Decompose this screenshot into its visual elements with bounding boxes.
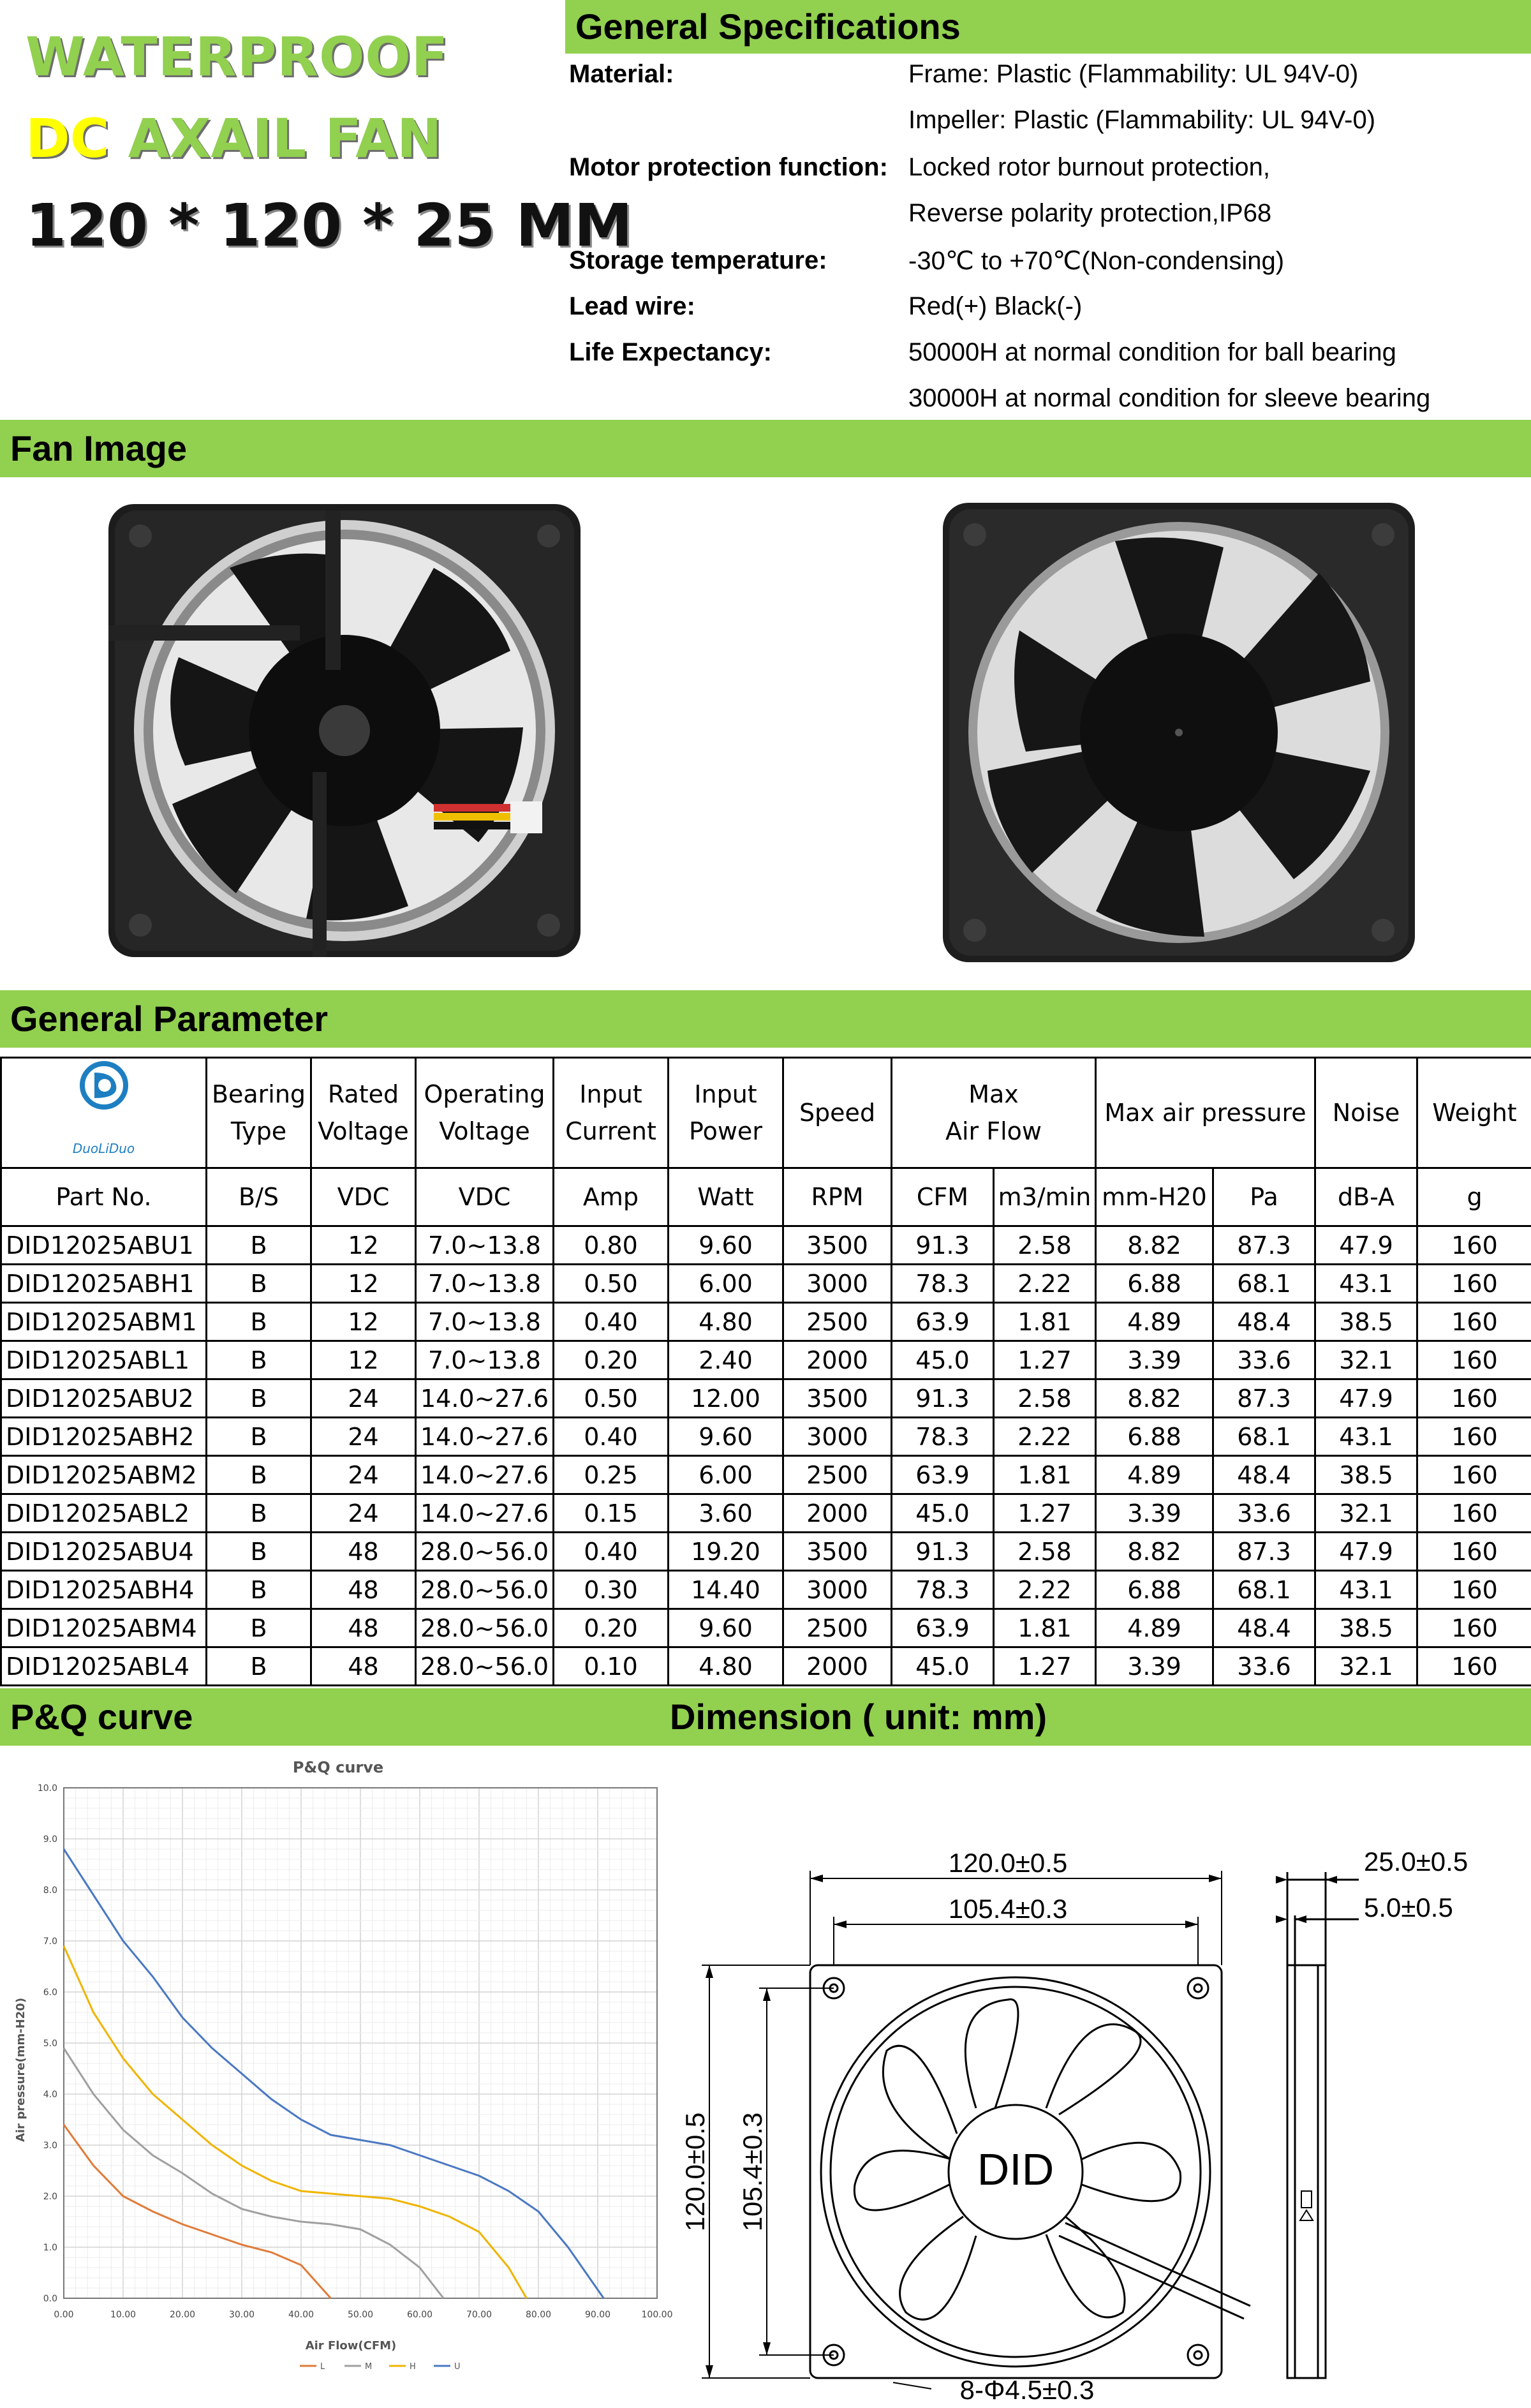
header-bearing-type: Bearing Type [207,1058,311,1168]
dim-flange: 5.0±0.5 [1364,1892,1453,1922]
table-cell: 14.0~27.6 [416,1456,554,1494]
y-tick-label: 3.0 [43,2141,57,2151]
fan-front-photo [936,496,1421,969]
y-tick-label: 4.0 [43,2090,57,2100]
unit-cell: Watt [669,1168,783,1226]
x-tick-label: 10.00 [110,2310,137,2320]
table-cell: B [207,1571,311,1609]
table-cell: 12 [311,1265,416,1303]
header-rated-voltage: Rated Voltage [311,1058,416,1168]
spec-label: Life Expectancy: [569,338,772,366]
table-cell: 4.80 [669,1303,783,1341]
legend-label: M [365,2362,373,2372]
y-tick-label: 2.0 [43,2192,57,2202]
dim-depth: 25.0±0.5 [1364,1847,1468,1877]
section-bottom-bar [0,1688,1531,1746]
table-cell: 24 [311,1379,416,1418]
table-cell: 4.89 [1096,1609,1213,1647]
table-cell: 3.39 [1096,1647,1213,1686]
table-cell: 2.22 [994,1265,1096,1303]
table-cell: 78.3 [892,1571,994,1609]
table-cell: B [207,1609,311,1647]
table-row [1,1533,1531,1571]
dim-height-outer: 120.0±0.5 [680,2112,710,2232]
table-cell: 78.3 [892,1418,994,1456]
table-cell: 160 [1417,1303,1531,1341]
table-cell: 1.27 [994,1647,1096,1686]
spec-value: -30℃ to +70℃(Non-condensing) [908,247,1285,275]
header-input-current: Input Current [554,1058,669,1168]
x-tick-label: 20.00 [169,2310,196,2320]
x-tick-label: 60.00 [406,2310,433,2320]
table-cell: 160 [1417,1341,1531,1379]
part-number-cell: DID12025ABU4 [1,1533,207,1571]
table-cell: 48.4 [1213,1609,1315,1647]
part-number-cell: DID12025ABM2 [1,1456,207,1494]
section-pq-curve: P&Q curve [10,1697,193,1737]
table-cell: 28.0~56.0 [416,1609,554,1647]
table-row [1,1456,1531,1494]
table-cell: 87.3 [1213,1226,1315,1265]
table-cell: 0.25 [554,1456,669,1494]
table-cell: 9.60 [669,1418,783,1456]
table-cell: 1.81 [994,1303,1096,1341]
table-cell: 63.9 [892,1609,994,1647]
unit-cell: CFM [892,1168,994,1226]
table-cell: 1.27 [994,1341,1096,1379]
y-tick-label: 5.0 [43,2039,57,2049]
table-cell: 160 [1417,1226,1531,1265]
table-cell: 4.89 [1096,1456,1213,1494]
airflow-arrow-icon [1300,2191,1313,2220]
table-cell: 160 [1417,1494,1531,1533]
y-tick-label: 9.0 [43,1834,57,1845]
table-cell: 12 [311,1226,416,1265]
table-cell: 3.60 [669,1494,783,1533]
table-row [1,1418,1531,1456]
table-cell: B [207,1456,311,1494]
spec-value: Frame: Plastic (Flammability: UL 94V-0) [908,60,1359,88]
title-rest: AXAIL FAN [128,107,442,170]
table-cell: 2.58 [994,1226,1096,1265]
table-cell: 2500 [783,1456,892,1494]
table-cell: 160 [1417,1609,1531,1647]
table-cell: 6.88 [1096,1418,1213,1456]
table-cell: B [207,1226,311,1265]
unit-cell: dB-A [1315,1168,1417,1226]
table-row [1,1303,1531,1341]
table-cell: 28.0~56.0 [416,1571,554,1609]
table-cell: 7.0~13.8 [416,1226,554,1265]
table-cell: 160 [1417,1571,1531,1609]
part-number-cell: DID12025ABH2 [1,1418,207,1456]
table-cell: 160 [1417,1647,1531,1686]
unit-cell: Amp [554,1168,669,1226]
table-cell: 14.0~27.6 [416,1379,554,1418]
table-cell: 8.82 [1096,1379,1213,1418]
table-cell: 38.5 [1315,1303,1417,1341]
table-cell: B [207,1494,311,1533]
table-cell: 48.4 [1213,1303,1315,1341]
table-cell: B [207,1303,311,1341]
table-cell: 12 [311,1303,416,1341]
hub-label: DID [977,2144,1054,2194]
spec-value: Red(+) Black(-) [908,292,1083,320]
logo-cell [1,1058,207,1168]
table-cell: B [207,1341,311,1379]
unit-cell: m3/min [994,1168,1096,1226]
table-cell: 14.40 [669,1571,783,1609]
spec-label: Storage temperature: [569,246,827,274]
table-cell: 7.0~13.8 [416,1341,554,1379]
table-cell: 8.82 [1096,1226,1213,1265]
part-number-cell: DID12025ABH4 [1,1571,207,1609]
part-number-cell: DID12025ABL1 [1,1341,207,1379]
table-cell: 4.80 [669,1647,783,1686]
part-number-cell: DID12025ABL4 [1,1647,207,1686]
table-cell: 3.39 [1096,1494,1213,1533]
table-cell: 19.20 [669,1533,783,1571]
table-cell: 38.5 [1315,1456,1417,1494]
table-cell: 1.81 [994,1456,1096,1494]
table-cell: 33.6 [1213,1494,1315,1533]
table-cell: 0.15 [554,1494,669,1533]
table-cell: 2500 [783,1303,892,1341]
table-cell: B [207,1265,311,1303]
table-cell: B [207,1647,311,1686]
fan-back-photo [102,498,587,963]
table-cell: 48 [311,1609,416,1647]
table-cell: 0.80 [554,1226,669,1265]
table-cell: 14.0~27.6 [416,1494,554,1533]
table-cell: 0.40 [554,1418,669,1456]
table-cell: 48 [311,1533,416,1571]
table-cell: 6.00 [669,1265,783,1303]
x-tick-label: 40.00 [288,2310,314,2320]
table-cell: 45.0 [892,1341,994,1379]
x-tick-label: 50.00 [347,2310,374,2320]
y-tick-label: 10.0 [37,1783,57,1794]
table-cell: 1.27 [994,1494,1096,1533]
unit-cell: B/S [207,1168,311,1226]
legend-label: U [454,2362,461,2372]
table-cell: 2000 [783,1341,892,1379]
table-row [1,1265,1531,1303]
table-row [1,1226,1531,1265]
table-cell: 48.4 [1213,1456,1315,1494]
unit-cell: g [1417,1168,1531,1226]
table-cell: 3500 [783,1226,892,1265]
table-cell: 63.9 [892,1303,994,1341]
legend-label: H [410,2362,416,2372]
parameter-rows [1,1226,1531,1686]
table-cell: 47.9 [1315,1226,1417,1265]
table-cell: 68.1 [1213,1418,1315,1456]
table-cell: 2.58 [994,1533,1096,1571]
table-cell: 48 [311,1647,416,1686]
table-row [1,1609,1531,1647]
x-tick-label: 30.00 [228,2310,255,2320]
table-cell: 32.1 [1315,1494,1417,1533]
table-cell: 91.3 [892,1379,994,1418]
section-general-parameter: General Parameter [0,990,1531,1048]
table-cell: 3.39 [1096,1341,1213,1379]
table-cell: 6.88 [1096,1571,1213,1609]
table-cell: 2.22 [994,1418,1096,1456]
table-cell: 14.0~27.6 [416,1418,554,1456]
spec-value: 30000H at normal condition for sleeve bearing [908,384,1431,412]
header-speed: Speed [783,1058,892,1168]
section-general-specs: General Specifications [565,0,1531,54]
header-operating-voltage: Operating Voltage [416,1058,554,1168]
table-cell: 33.6 [1213,1341,1315,1379]
table-cell: 91.3 [892,1226,994,1265]
table-cell: 24 [311,1418,416,1456]
table-cell: B [207,1379,311,1418]
parameter-table [0,1057,1531,1686]
table-cell: B [207,1418,311,1456]
table-cell: 4.89 [1096,1303,1213,1341]
table-cell: 6.00 [669,1456,783,1494]
table-cell: 45.0 [892,1494,994,1533]
table-cell: 7.0~13.8 [416,1265,554,1303]
x-tick-label: 70.00 [466,2310,492,2320]
table-cell: 47.9 [1315,1379,1417,1418]
table-row [1,1494,1531,1533]
table-row [1,1571,1531,1609]
spec-value: 50000H at normal condition for ball bearing [908,338,1396,366]
table-cell: 0.50 [554,1265,669,1303]
table-cell: 160 [1417,1379,1531,1418]
pq-curve-chart [0,1751,676,2408]
table-cell: 32.1 [1315,1647,1417,1686]
table-cell: 9.60 [669,1226,783,1265]
table-cell: 43.1 [1315,1265,1417,1303]
dim-width-inner: 105.4±0.3 [948,1894,1068,1924]
chart-title: P&Q curve [292,1758,384,1776]
table-cell: 68.1 [1213,1571,1315,1609]
table-cell: 3500 [783,1533,892,1571]
section-dimension: Dimension ( unit: mm) [670,1697,1047,1737]
x-tick-label: 0.00 [54,2310,74,2320]
table-cell: 160 [1417,1533,1531,1571]
title-line-1: WATERPROOF [26,26,449,88]
table-cell: 91.3 [892,1533,994,1571]
table-cell: 2500 [783,1609,892,1647]
header-max-air-pressure: Max air pressure [1096,1058,1315,1168]
part-number-cell: DID12025ABM4 [1,1609,207,1647]
table-cell: 87.3 [1213,1533,1315,1571]
header-input-power: Input Power [669,1058,783,1168]
table-cell: 24 [311,1456,416,1494]
table-row [1,1379,1531,1418]
table-cell: 1.81 [994,1609,1096,1647]
table-cell: 0.40 [554,1533,669,1571]
unit-cell: Pa [1213,1168,1315,1226]
table-cell: 0.10 [554,1647,669,1686]
y-tick-label: 7.0 [43,1936,57,1947]
table-cell: 8.82 [1096,1533,1213,1571]
x-tick-label: 100.00 [641,2310,673,2320]
table-cell: 87.3 [1213,1379,1315,1418]
table-row [1,1647,1531,1686]
logo-text: DuoLiDuo [72,1141,135,1156]
part-number-cell: DID12025ABL2 [1,1494,207,1533]
table-cell: 33.6 [1213,1647,1315,1686]
table-cell: 28.0~56.0 [416,1647,554,1686]
table-cell: 9.60 [669,1609,783,1647]
unit-cell: Part No. [1,1168,207,1226]
table-cell: 78.3 [892,1265,994,1303]
table-cell: 3000 [783,1571,892,1609]
table-cell: 63.9 [892,1456,994,1494]
table-cell: 0.20 [554,1341,669,1379]
table-cell: 2000 [783,1494,892,1533]
table-cell: 38.5 [1315,1609,1417,1647]
table-cell: 160 [1417,1265,1531,1303]
table-cell: 2.58 [994,1379,1096,1418]
x-tick-label: 90.00 [584,2310,611,2320]
part-number-cell: DID12025ABH1 [1,1265,207,1303]
legend-label: L [320,2362,325,2372]
spec-value: Locked rotor burnout protection, [908,153,1271,181]
table-cell: 45.0 [892,1647,994,1686]
unit-cell: mm-H20 [1096,1168,1213,1226]
chart-xlabel: Air Flow(CFM) [305,2339,397,2352]
section-fan-image: Fan Image [0,420,1531,477]
dim-width-outer: 120.0±0.5 [948,1848,1068,1878]
chart-ylabel: Air pressure(mm-H20) [14,1997,27,2143]
table-cell: 48 [311,1571,416,1609]
table-cell: 160 [1417,1418,1531,1456]
y-tick-label: 6.0 [43,1988,57,1998]
table-cell: 7.0~13.8 [416,1303,554,1341]
dim-holes: 8-Φ4.5±0.3 [959,2375,1095,2405]
x-tick-label: 80.00 [525,2310,552,2320]
table-cell: 2000 [783,1647,892,1686]
table-row [1,1341,1531,1379]
table-cell: 0.20 [554,1609,669,1647]
table-cell: 43.1 [1315,1418,1417,1456]
unit-cell: VDC [416,1168,554,1226]
table-cell: 68.1 [1213,1265,1315,1303]
table-cell: 24 [311,1494,416,1533]
part-number-cell: DID12025ABU2 [1,1379,207,1418]
y-tick-label: 0.0 [43,2294,57,2304]
spec-value: Reverse polarity protection,IP68 [908,199,1272,227]
table-cell: 0.30 [554,1571,669,1609]
table-cell: B [207,1533,311,1571]
unit-cell: VDC [311,1168,416,1226]
table-cell: 12.00 [669,1379,783,1418]
header-noise: Noise [1315,1058,1417,1168]
table-cell: 3000 [783,1265,892,1303]
table-cell: 3000 [783,1418,892,1456]
table-cell: 2.40 [669,1341,783,1379]
table-cell: 0.40 [554,1303,669,1341]
title-line-3: 120 * 120 * 25 MM [26,191,633,260]
table-cell: 28.0~56.0 [416,1533,554,1571]
table-cell: 2.22 [994,1571,1096,1609]
table-cell: 160 [1417,1456,1531,1494]
spec-label: Lead wire: [569,292,695,320]
spec-label: Motor protection function: [569,153,888,181]
y-tick-label: 1.0 [43,2243,57,2253]
header-weight: Weight [1417,1058,1531,1168]
spec-label: Material: [569,60,674,88]
table-cell: 6.88 [1096,1265,1213,1303]
header-max-air-flow: Max Air Flow [892,1058,1096,1168]
dim-height-inner: 105.4±0.3 [737,2112,767,2232]
spec-value: Impeller: Plastic (Flammability: UL 94V-0) [908,106,1376,134]
part-number-cell: DID12025ABU1 [1,1226,207,1265]
duoliduo-logo-icon [69,1059,139,1116]
table-cell: 3500 [783,1379,892,1418]
table-cell: 0.50 [554,1379,669,1418]
y-tick-label: 8.0 [43,1885,57,1896]
title-accent: DC [26,107,128,170]
table-cell: 43.1 [1315,1571,1417,1609]
table-cell: 47.9 [1315,1533,1417,1571]
table-cell: 32.1 [1315,1341,1417,1379]
table-cell: 12 [311,1341,416,1379]
dimension-drawing [676,1751,1531,2408]
part-number-cell: DID12025ABM1 [1,1303,207,1341]
title-line-2 [26,107,441,170]
unit-cell: RPM [783,1168,892,1226]
